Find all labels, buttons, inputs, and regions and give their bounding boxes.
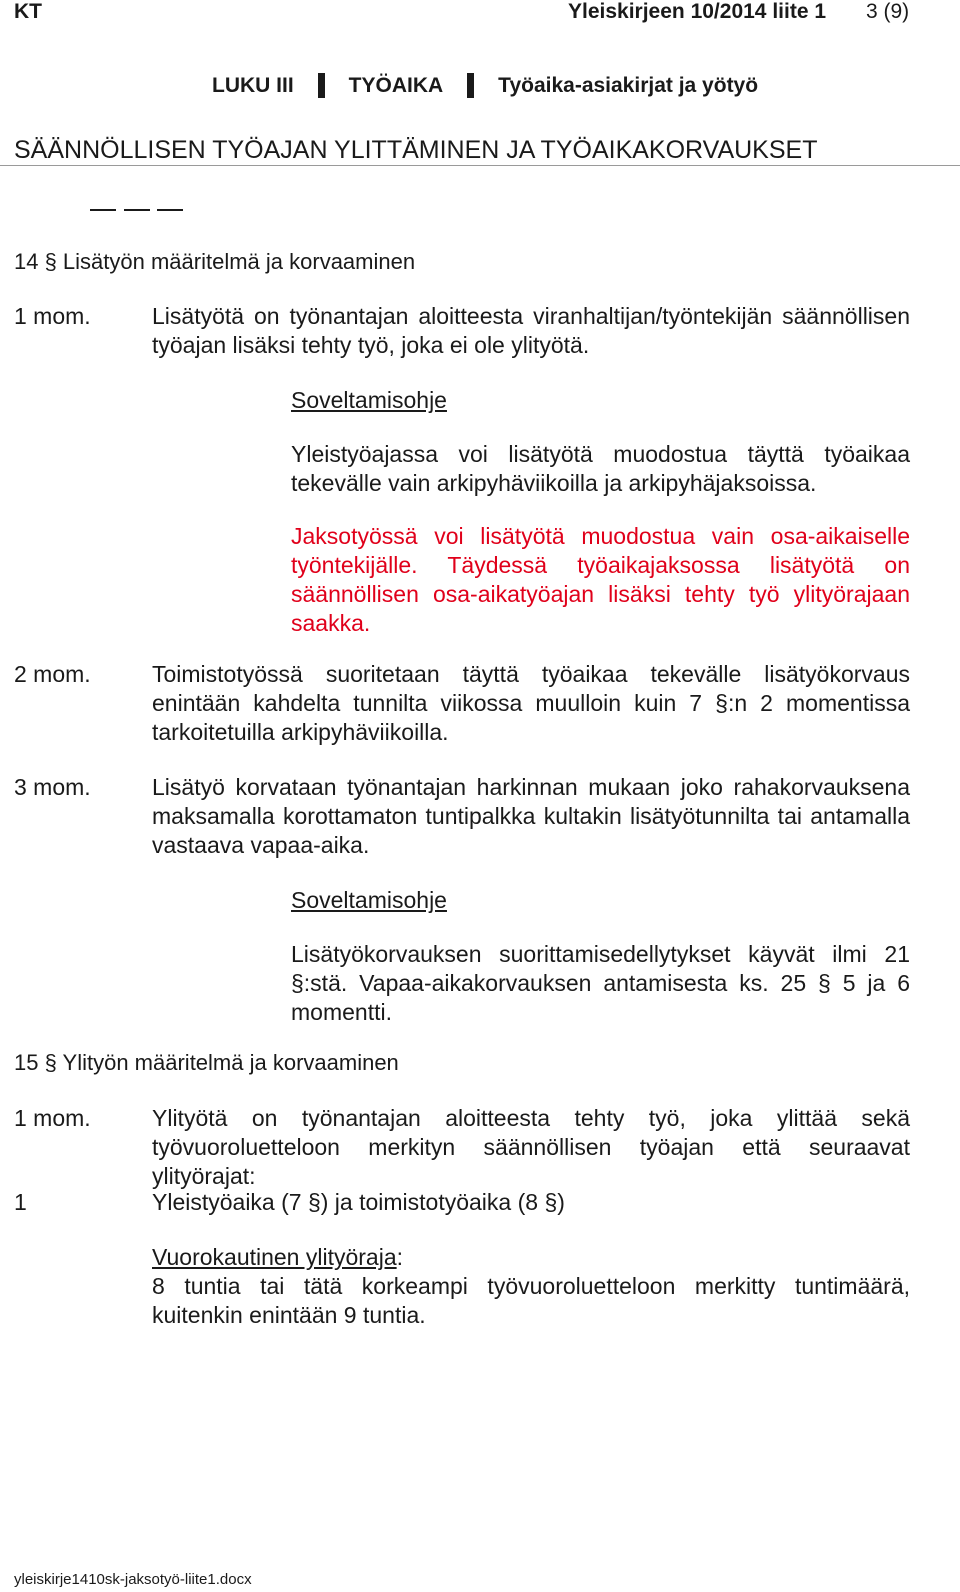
footer-filename: yleiskirje1410sk-jaksotyö-liite1.docx (14, 1571, 252, 1588)
s14-mom1-guide-p2: Jaksotyössä voi lisätyötä muodostua vain osa-aikaiselle työntekijälle. Täydessä työaikajaksossa lisätyötä on säännöllisen osa-aikatyöajan lisäksi tehty työ ylityörajaan saakka. (291, 523, 910, 636)
s14-mom1-guide-title: Soveltamisohje (291, 387, 447, 413)
header-doc-ref: Yleiskirjeen 10/2014 liite 1 (568, 0, 827, 23)
separator-dash (157, 209, 183, 211)
section-rule (0, 165, 960, 166)
s14-mom2-label: 2 mom. (14, 661, 91, 687)
header-org: KT (14, 0, 42, 23)
separator-dash (124, 209, 150, 211)
s14-mom2-text: Toimistotyössä suoritetaan täyttä työaikaa tekevälle lisätyökorvaus enintään kahdelta tunnilta viikossa muulloin kuin 7 §:n 2 momentissa tarkoitetuilla arkipyhäviikoilla. (152, 661, 910, 745)
s15-mom1-label: 1 mom. (14, 1105, 91, 1131)
s14-mom3-guide-title: Soveltamisohje (291, 887, 447, 913)
chapter-separator (467, 73, 474, 98)
chapter-luku: LUKU III (212, 73, 294, 97)
s14-mom3-guide-p1: Lisätyökorvauksen suorittamisedellytykset käyvät ilmi 21 §:stä. Vapaa-aikakorvauksen antamisesta ks. 25 § 5 ja 6 momentti. (291, 941, 910, 1025)
chapter-subtitle: Työaika-asiakirjat ja yötyö (498, 73, 759, 97)
section-title: SÄÄNNÖLLISEN TYÖAJAN YLITTÄMINEN JA TYÖAIKAKORVAUKSET (14, 136, 818, 164)
s14-mom1-label: 1 mom. (14, 303, 91, 329)
s15-item1-subtitle-colon: : (396, 1244, 404, 1270)
s15-item1-text: Yleistyöaika (7 §) ja toimistotyöaika (8 §) (152, 1189, 565, 1215)
chapter-name: TYÖAIKA (348, 73, 444, 97)
header-page-number: 3 (9) (866, 0, 910, 23)
s15-item1-subtext: 8 tuntia tai tätä korkeampi työvuoroluetteloon merkitty tuntimäärä, kuitenkin enintään 9 tuntia. (152, 1273, 910, 1328)
chapter-heading (212, 73, 758, 98)
s15-item1-subtitle: Vuorokautinen ylityöraja (152, 1244, 397, 1270)
section-15-title: 15 § Ylityön määritelmä ja korvaaminen (14, 1050, 399, 1075)
s15-item1-subtitle-line (152, 1243, 403, 1272)
s15-mom1-text: Ylityötä on työnantajan aloitteesta tehty työ, joka ylittää sekä työvuoroluetteloon merkityn säännöllisen työajan että seuraavat ylityörajat: (152, 1105, 910, 1189)
s14-mom3-label: 3 mom. (14, 774, 91, 800)
s14-mom3-text: Lisätyö korvataan työnantajan harkinnan mukaan joko rahakorvauksena maksamalla korottamaton tuntipalkka kultakin lisätyötunnilta tai antamalla vastaava vapaa-aika. (152, 774, 910, 858)
separator-dash (90, 209, 116, 211)
s15-item1-number: 1 (14, 1189, 27, 1215)
section-14-title: 14 § Lisätyön määritelmä ja korvaaminen (14, 249, 416, 274)
s14-mom1-text: Lisätyötä on työnantajan aloitteesta viranhaltijan/työntekijän säännöllisen työajan lisäksi tehty työ, joka ei ole ylityötä. (152, 303, 910, 358)
s14-mom1-guide-p1: Yleistyöajassa voi lisätyötä muodostua täyttä työaikaa tekevälle vain arkipyhäviikoilla ja arkipyhäjaksoissa. (291, 441, 910, 496)
chapter-separator (318, 73, 325, 98)
